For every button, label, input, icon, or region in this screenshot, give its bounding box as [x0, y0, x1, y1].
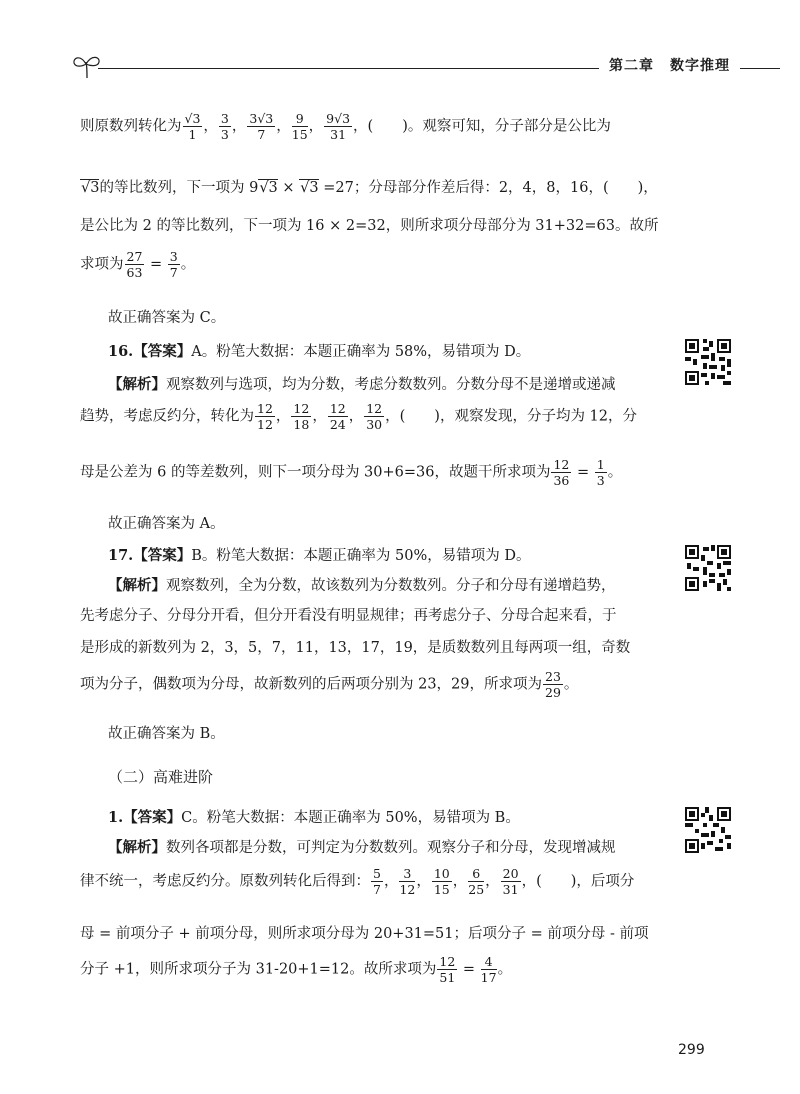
text-line: 故正确答案为 A。	[108, 516, 225, 532]
fraction: $\frac{20}{31}$	[502, 866, 519, 898]
text-line: 是形成的新数列为 2，3，5，7，11，13，17，19，是质数数列且每两项一组，奇数	[80, 640, 631, 656]
fraction: $\frac{4}{17}$	[480, 954, 497, 986]
fraction: $\frac{3}{3}$	[220, 111, 229, 143]
page-number: 299	[678, 1042, 705, 1058]
sprout-icon	[70, 52, 104, 80]
fraction: $\frac{3}{12}$	[399, 866, 416, 898]
fraction: $\frac{3}{7}$	[169, 249, 178, 281]
text-line: 先考虑分子、分母分开看，但分开看没有明显规律；再考虑分子、分母合起来看，于	[80, 608, 617, 624]
fraction: $\frac{12}{30}$	[366, 401, 383, 433]
analysis-16: 【解析】观察数列与选项，均为分数，考虑分数数列。分数分母不是递增或递减	[108, 376, 616, 393]
fraction: $\frac{6}{25}$	[468, 866, 485, 898]
fraction: $\frac{3√3}{7}$	[249, 111, 274, 143]
fraction: $\frac{12}{36}$	[553, 457, 570, 489]
fraction: $\frac{9}{15}$	[291, 111, 308, 143]
fraction: $\frac{12}{12}$	[257, 401, 273, 433]
answer-16: 16.【答案】A。粉笔大数据：本题正确率为 58%，易错项为 D。	[108, 343, 531, 360]
qr-code-icon[interactable]	[683, 805, 733, 855]
fraction: $\frac{1}{3}$	[596, 457, 605, 489]
chapter-heading: 第二章 数字推理	[599, 55, 740, 75]
fraction: $\frac{10}{15}$	[433, 866, 450, 898]
text-line: 母 = 前项分子 + 前项分母，则所求项分母为 20+31=51；后项分子 = 前项分母 - 前项	[80, 926, 649, 942]
fraction: $\frac{12}{18}$	[293, 401, 310, 433]
text-line: 分子 +1，则所求项分子为 31-20+1=12。故所求项为 $\frac{12}{51}$ = $\frac{4}{17}$ 。	[80, 954, 513, 986]
text-line: 母是公差为 6 的等差数列，则下一项分母为 30+6=36，故题干所求项为 $\frac{12}{36}$ = $\frac{1}{3}$ 。	[80, 457, 623, 489]
text-line: 故正确答案为 C。	[108, 310, 226, 326]
text-line: 律不统一，考虑反约分。原数列转化后得到： $\frac{5}{7}$ ， $\frac{3}{12}$ ， $\frac{10}{15}$ ， $\frac{6}{25}$ ， $\frac{20}{31}$ ，( )，后项分	[80, 866, 635, 898]
text-line: 故正确答案为 B。	[108, 726, 225, 742]
answer-17: 17.【答案】B。粉笔大数据：本题正确率为 50%，易错项为 D。	[108, 547, 531, 564]
fraction: $\frac{23}{29}$	[545, 669, 561, 701]
text-line: √3的等比数列，下一项为 9√3 × √3 =27；分母部分作差后得：2，4，8，16，( )，	[81, 180, 658, 196]
analysis-17: 【解析】观察数列，全为分数，故该数列为分数数列。分子和分母有递增趋势，	[108, 577, 616, 594]
fraction: $\frac{9√3}{31}$	[326, 111, 351, 143]
fraction: $\frac{12}{24}$	[329, 401, 346, 433]
section-heading: （二）高难进阶	[108, 768, 214, 786]
fraction: $\frac{27}{63}$	[126, 249, 143, 281]
fraction: $\frac{√3}{1}$	[184, 111, 201, 143]
qr-code-icon[interactable]	[683, 337, 733, 387]
text-line: 趋势，考虑反约分，转化为 $\frac{12}{12}$ ， $\frac{12}{18}$ ， $\frac{12}{24}$ ， $\frac{12}{30}$ ，( )，观察发现，分子均为 12，分	[80, 401, 637, 433]
analysis-1: 【解析】数列各项都是分数，可判定为分数数列。观察分子和分母，发现增减规	[108, 839, 616, 856]
fraction: $\frac{12}{51}$	[439, 954, 456, 986]
answer-1: 1.【答案】C。粉笔大数据：本题正确率为 50%，易错项为 B。	[108, 809, 520, 826]
qr-code-icon[interactable]	[683, 543, 733, 593]
fraction: $\frac{5}{7}$	[373, 866, 381, 898]
text-line: 则原数列转化为 $\frac{√3}{1}$ ， $\frac{3}{3}$ ， $\frac{3√3}{7}$ ， $\frac{9}{15}$ ， $\frac{9√3}{31}$ ，( )。观察可知，分子部分是公比为	[80, 111, 611, 143]
text-line: 是公比为 2 的等比数列，下一项为 16 × 2=32，则所求项分母部分为 31+32=63。故所	[80, 218, 659, 234]
running-header	[70, 52, 780, 82]
text-line: 求项为 $\frac{27}{63}$ = $\frac{3}{7}$ 。	[80, 249, 196, 281]
text-line: 项为分子，偶数项为分母，故新数列的后两项分别为 23，29，所求项为 $\frac{23}{29}$ 。	[80, 669, 579, 701]
